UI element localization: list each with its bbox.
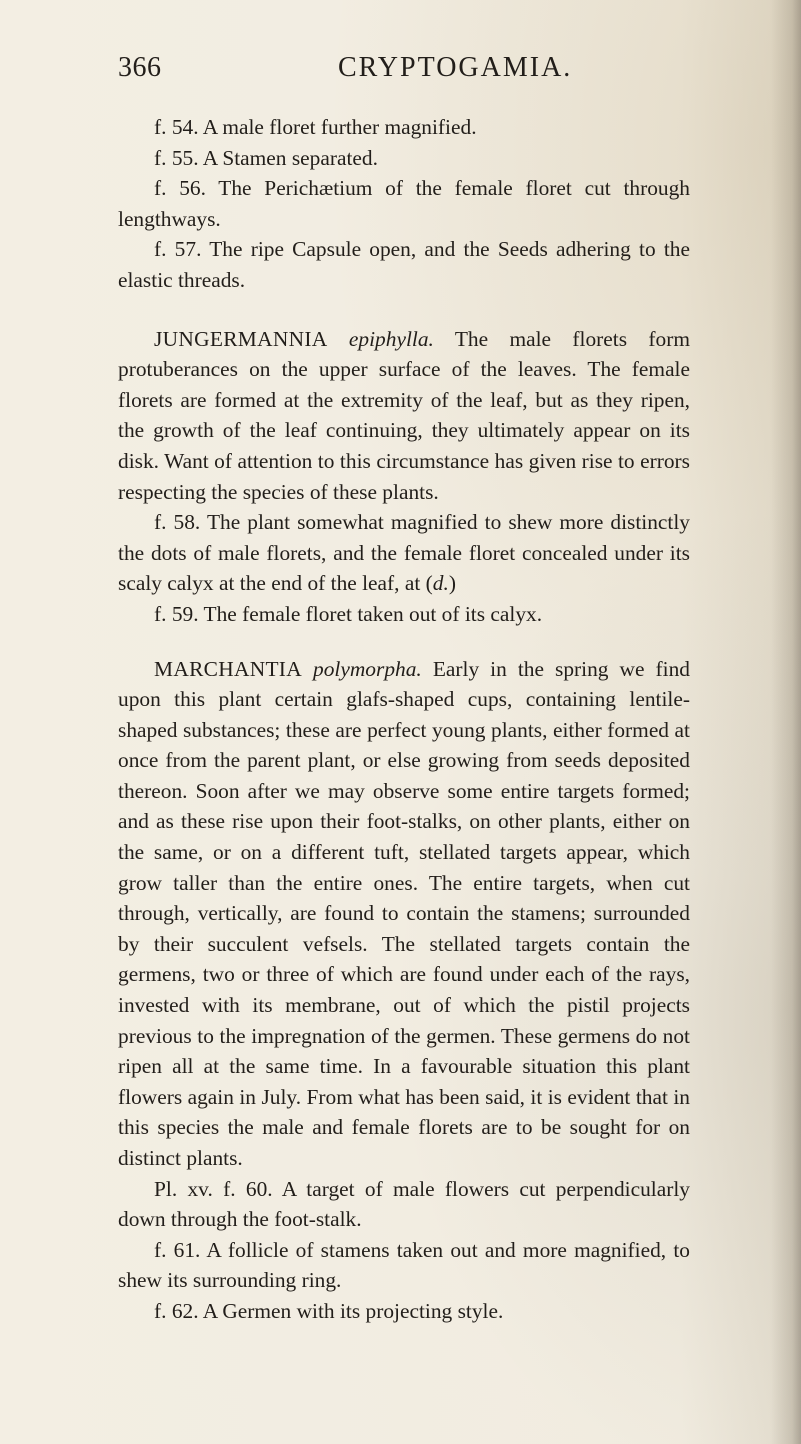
page-number: 366 [118,52,162,83]
figure-caption-57: f. 57. The ripe Capsule open, and the Seeds adhering to the elastic threads. [118,237,690,292]
fig58-text: f. 58. The plant somewhat magnified to shew more distinctly the dots of male florets, and the female floret concealed under its scaly calyx at the end of the leaf, at ( [118,510,690,596]
fig58-close: ) [448,571,456,596]
fig58-italic-ref: d. [432,571,449,596]
section-gap [118,296,690,324]
figure-caption-54: f. 54. A male floret further magnified. [154,115,477,139]
section-gap [118,630,690,654]
marchantia-paragraph [118,654,690,1174]
jungermannia-body: The male florets form protuberances on the upper surface of the leaves. The female florets are formed at the extremity of the leaf, but as they ripen, the growth of the leaf continuing, they ultimately appear on its disk. Want of attention to this circumstance has given rise to errors respecting the species of these plants. [118,326,690,504]
figure-caption-56: f. 56. The Perichætium of the female floret cut through lengthways. [118,176,690,231]
figure-caption-61: f. 61. A follicle of stamens taken out and more magnified, to shew its surrounding ring. [118,1237,690,1293]
jungermannia-paragraph [118,324,690,508]
figure-caption-58 [118,507,690,599]
marchantia-species: polymorpha. [313,656,422,681]
page-header [118,52,678,92]
figure-caption-55: f. 55. A Stamen separated. [154,145,378,170]
figure-caption-59: f. 59. The female floret taken out of its calyx. [154,601,543,626]
page-body [118,112,690,1327]
running-head: CRYPTOGAMIA. [338,52,573,83]
figure-caption-60: Pl. xv. f. 60. A target of male flowers cut perpendicularly down through the foot-stalk. [118,1176,690,1232]
figure-caption-62: f. 62. A Germen with its projecting style. [154,1298,504,1323]
jungermannia-species: epiphylla. [348,326,434,351]
page-edge-shadow [771,0,801,1444]
jungermannia-genus: JUNGERMANNIA [154,326,328,351]
marchantia-body: Early in the spring we find upon this plant certain glafs-shaped cups, containing lentile-shaped substances; these are perfect young plants, either formed at once from the parent plant, or else growing from seeds deposited thereon. Soon after we may observe some entire targets formed; and as these rise upon their foot-stalks, on other plants, either on the same, or on a different tuft, stellated targets appear, which grow taller than the entire ones. The entire targets, when cut through, vertically, are found to contain the stamens; surrounded by their succulent vefsels. The stellated targets contain the germens, two or three of which are found under each of the rays, invested with its membrane, out of which the pistil projects previous to the impregnation of the germen. These germens do not ripen all at the same time. In a favourable situation this plant flowers again in July. From what has been said, it is evident that in this species the male and female florets are to be sought for on distinct plants. [118,656,690,1170]
marchantia-genus: MARCHANTIA [154,656,302,681]
